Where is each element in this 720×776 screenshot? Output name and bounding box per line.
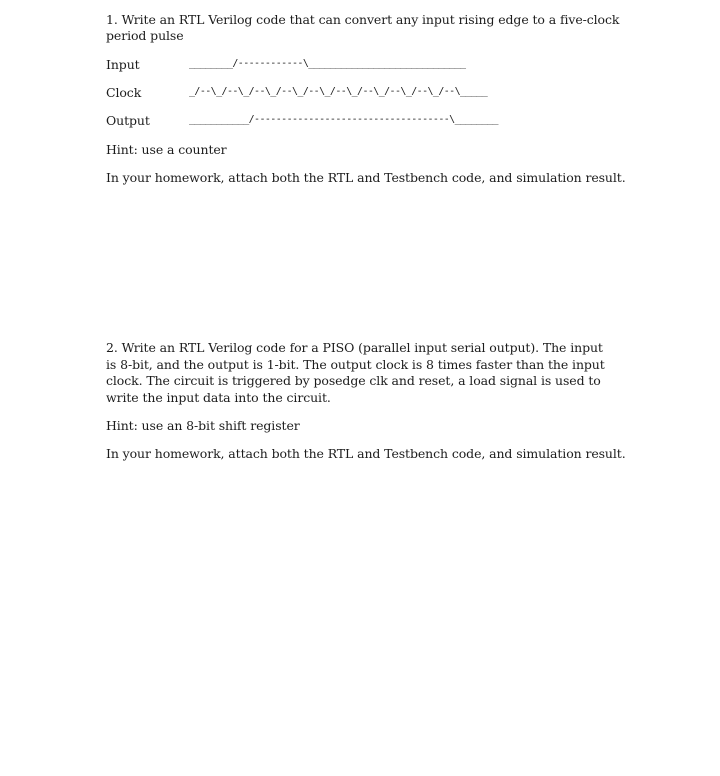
q2-hint: Hint: use an 8-bit shift register: [106, 418, 300, 433]
clock-waveform: _/--\_/--\_/--\_/--\_/--\_/--\_/--\_/--\_/--\_/--\_____: [189, 86, 488, 97]
q2-question: 2. Write an RTL Verilog code for a PISO (parallel input serial output). The input is 8-bit, and the output is 1-bit. The output clock is 8 times faster than the input clock. The circuit is triggered by posedge clk and reset, a load signal is used to write the input data into the circuit.: [106, 340, 605, 405]
q1-title-line2: period pulse: [106, 28, 184, 43]
input-waveform: ________/------------\_____________________________: [189, 58, 466, 69]
output-waveform: ___________/------------------------------------\________: [189, 114, 498, 125]
q2-homework-note: In your homework, attach both the RTL and Testbench code, and simulation result.: [106, 446, 626, 461]
input-label: Input: [106, 57, 140, 72]
q1-title-line1: 1. Write an RTL Verilog code that can convert any input rising edge to a five-clock: [106, 12, 620, 27]
q1-homework-note: In your homework, attach both the RTL and Testbench code, and simulation result.: [106, 170, 626, 185]
clock-label: Clock: [106, 85, 142, 100]
output-label: Output: [106, 113, 150, 128]
q1-hint: Hint: use a counter: [106, 142, 227, 157]
